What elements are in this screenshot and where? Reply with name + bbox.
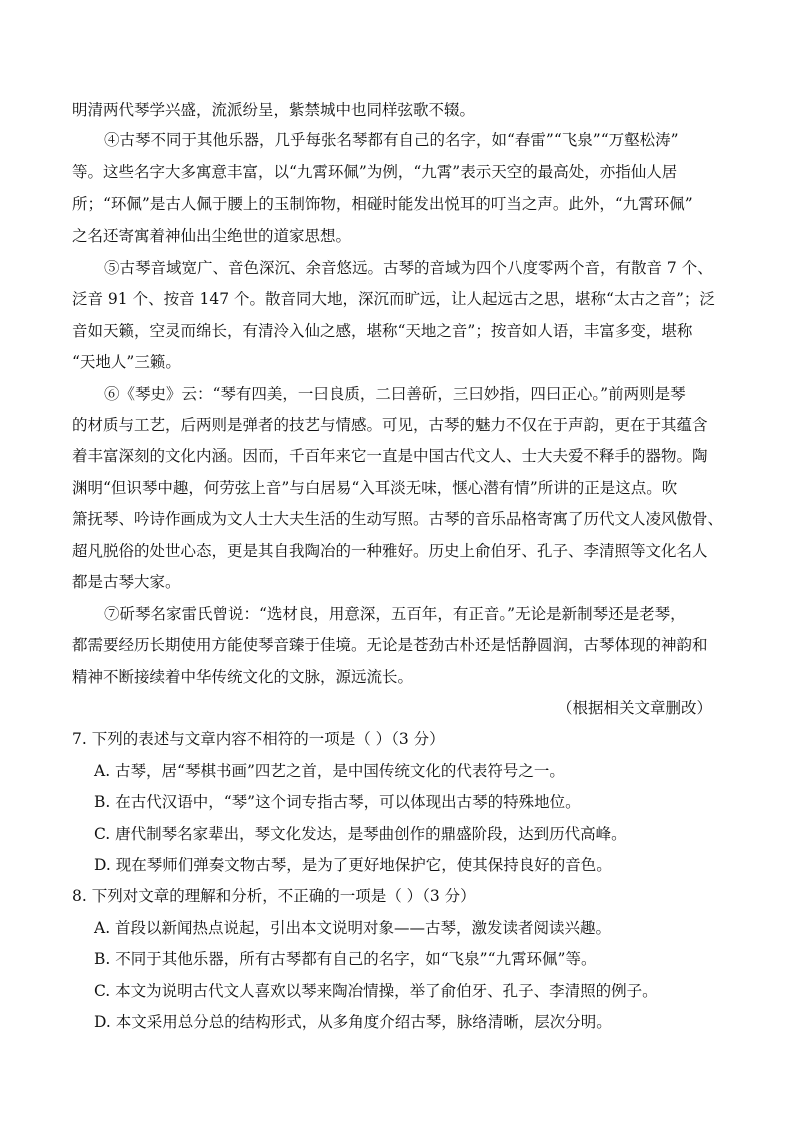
question-7-option-d: D. 现在琴师们弹奏文物古琴，是为了更好地保护它，使其保持良好的音色。 (94, 856, 612, 874)
paragraph-7-line: 精神不断接续着中华传统文化的文脉，源远流长。 (72, 668, 414, 686)
paragraph-6-line: 超凡脱俗的处世心态，更是其自我陶冶的一种雅好。历史上俞伯牙、孔子、李清照等文化名人 (72, 542, 708, 560)
paragraph-6-line: 箫抚琴、吟诗作画成为文人士大夫生活的生动写照。古琴的音乐品格寄寓了历代文人凌风傲骨、 (72, 510, 724, 528)
question-8-option-c: C. 本文为说明古代文人喜欢以琴来陶冶情操，举了俞伯牙、孔子、李清照的例子。 (94, 982, 658, 1000)
passage-line: 明清两代琴学兴盛，流派纷呈，紫禁城中也同样弦歌不辍。 (72, 101, 476, 119)
paragraph-5-line: 音如天籁，空灵而绵长，有清泠入仙之感，堪称“天地之音”；按音如人语，丰富多变，堪称 (72, 322, 693, 340)
question-7-option-c: C. 唐代制琴名家辈出，琴文化发达，是琴曲创作的鼎盛阶段，达到历代高峰。 (94, 825, 627, 843)
question-7-option-b: B. 在古代汉语中，“琴”这个词专指古琴，可以体现出古琴的特殊地位。 (94, 793, 581, 811)
paragraph-6-line: ⑥《琴史》云：“琴有四美，一曰良质，二曰善斫，三曰妙指，四曰正心。”前两则是琴 (104, 385, 686, 403)
paragraph-7-line: 都需要经历长期使用方能使琴音臻于佳境。无论是苍劲古朴还是恬静圆润，古琴体现的神韵和 (72, 636, 708, 654)
paragraph-4-line: 之名还寄寓着神仙出尘绝世的道家思想。 (72, 227, 352, 245)
question-7-option-a: A. 古琴，居“琴棋书画”四艺之首，是中国传统文化的代表符号之一。 (94, 762, 565, 780)
question-7-stem: 7. 下列的表述与文章内容不相符的一项是（ ）（3 分） (72, 730, 445, 748)
paragraph-6-line: 的材质与工艺，后两则是弹者的技艺与情感。可见，古琴的魅力不仅在于声韵，更在于其蕴含 (72, 416, 708, 434)
paragraph-6-line: 渊明“但识琴中趣，何劳弦上音”与白居易“入耳淡无味，惬心潜有情”所讲的正是这点。吹 (72, 479, 678, 497)
paragraph-4-line: ④古琴不同于其他乐器，几乎每张名琴都有自己的名字，如“春雷”“飞泉”“万壑松涛” (104, 131, 679, 149)
question-8-option-d: D. 本文采用总分总的结构形式，从多角度介绍古琴，脉络清晰，层次分明。 (94, 1013, 612, 1031)
paragraph-4-line: 等。这些名字大多寓意丰富，以“九霄环佩”为例，“九霄”表示天空的最高处，亦指仙人居 (72, 163, 678, 181)
source-note: （根据相关文章删改） (556, 699, 712, 717)
paragraph-5-line: 泛音 91 个、按音 147 个。散音同大地，深沉而旷远，让人起远古之思，堪称“太古之音”；泛 (72, 290, 715, 308)
paragraph-7-line: ⑦斫琴名家雷氏曾说：“选材良，用意深，五百年，有正音。”无论是新制琴还是老琴， (104, 605, 686, 623)
question-8-stem: 8. 下列对文章的理解和分析，不正确的一项是（ ）（3 分） (72, 887, 476, 905)
paragraph-5-line: “天地人”三籁。 (72, 353, 181, 371)
paragraph-6-line: 都是古琴大家。 (72, 573, 181, 591)
question-8-option-b: B. 不同于其他乐器，所有古琴都有自己的名字，如“飞泉”“九霄环佩”等。 (94, 950, 597, 968)
paragraph-6-line: 着丰富深刻的文化内涵。因而，千百年来它一直是中国古代文人、士大夫爱不释手的器物。陶 (72, 447, 708, 465)
question-8-option-a: A. 首段以新闻热点说起，引出本文说明对象——古琴，激发读者阅读兴趣。 (94, 919, 612, 937)
paragraph-4-line: 所；“环佩”是古人佩于腰上的玉制饰物，相碰时能发出悦耳的叮当之声。此外，“九霄环佩” (72, 195, 693, 213)
paragraph-5-line: ⑤古琴音域宽广、音色深沉、余音悠远。古琴的音域为四个八度零两个音，有散音 7 个、 (104, 259, 713, 277)
